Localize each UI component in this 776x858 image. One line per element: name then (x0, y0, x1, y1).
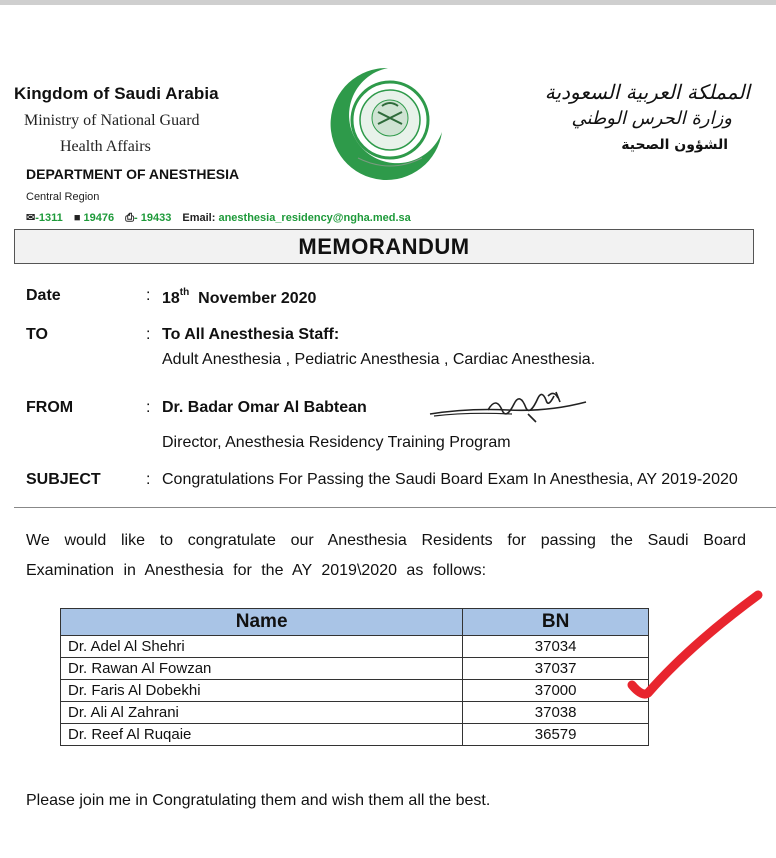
table-row (61, 680, 649, 702)
from-title: Director, Anesthesia Residency Training Program (162, 434, 511, 451)
to-value: To All Anesthesia Staff: (162, 326, 340, 343)
table-row (61, 658, 649, 680)
body-paragraph: We would like to congratulate our Anesthesia Residents for passing the Saudi Board Examination in Anesthesia for the AY 2019\2020 as follows: (26, 532, 746, 579)
mailbox-contact: ✉-1311 (26, 212, 63, 224)
date-colon: : (146, 287, 151, 304)
region-name: Central Region (26, 191, 100, 203)
to-label: TO (26, 326, 48, 343)
resident-name: Dr. Ali Al Zahrani (61, 702, 463, 724)
to-colon: : (146, 326, 151, 343)
from-name: Dr. Badar Omar Al Babtean (162, 399, 367, 416)
divider (14, 507, 776, 508)
to-detail: Adult Anesthesia , Pediatric Anesthesia , Cardiac Anesthesia. (162, 351, 596, 368)
email-link[interactable]: anesthesia_residency@ngha.med.sa (218, 212, 411, 224)
fax-contact: ⎙- 19433 (125, 212, 172, 224)
arabic-ministry: وزارة الحرس الوطني (571, 108, 732, 129)
health-affairs: Health Affairs (60, 138, 151, 155)
subject-value: Congratulations For Passing the Saudi Board Exam In Anesthesia, AY 2019-2020 (162, 471, 738, 488)
resident-bn: 36579 (463, 724, 649, 746)
resident-bn: 37000 (463, 680, 649, 702)
contact-line (26, 211, 411, 225)
subject-label: SUBJECT (26, 471, 101, 488)
resident-name: Dr. Reef Al Ruqaie (61, 724, 463, 746)
resident-bn: 37038 (463, 702, 649, 724)
residents-table (60, 608, 649, 746)
memorandum-title: MEMORANDUM (14, 229, 754, 264)
ngha-emblem-icon (318, 62, 458, 182)
signature-icon (428, 388, 588, 426)
table-row (61, 702, 649, 724)
department-name: DEPARTMENT OF ANESTHESIA (26, 166, 240, 182)
bn-column-header: BN (463, 609, 649, 636)
envelope-icon: ✉ (26, 212, 36, 224)
checkmark-icon (620, 585, 770, 705)
letterhead-arabic (545, 80, 750, 153)
arabic-health-affairs: الشؤون الصحية (621, 137, 728, 153)
name-column-header: Name (61, 609, 463, 636)
closing-line: Please join me in Congratulating them and wish them all the best. (26, 792, 491, 809)
email-label: Email: (182, 212, 216, 224)
ministry-name: Ministry of National Guard (24, 112, 200, 129)
fax-icon: ⎙ (125, 212, 134, 224)
resident-bn: 37037 (463, 658, 649, 680)
date-label: Date (26, 287, 61, 304)
table-row (61, 724, 649, 746)
resident-bn: 37034 (463, 636, 649, 658)
resident-name: Dr. Adel Al Shehri (61, 636, 463, 658)
letterhead-english (14, 84, 219, 104)
table-row (61, 636, 649, 658)
resident-name: Dr. Faris Al Dobekhi (61, 680, 463, 702)
date-value: 18th November 2020 (162, 287, 317, 307)
table-header-row (61, 609, 649, 636)
from-colon: : (146, 399, 151, 416)
from-label: FROM (26, 399, 74, 416)
subject-colon: : (146, 471, 151, 488)
phone-contact: ■ 19476 (73, 212, 115, 224)
arabic-kingdom: المملكة العربية السعودية (544, 80, 750, 104)
top-border (0, 0, 776, 5)
resident-name: Dr. Rawan Al Fowzan (61, 658, 463, 680)
kingdom-title: Kingdom of Saudi Arabia (14, 84, 219, 103)
phone-icon: ■ (73, 212, 81, 224)
